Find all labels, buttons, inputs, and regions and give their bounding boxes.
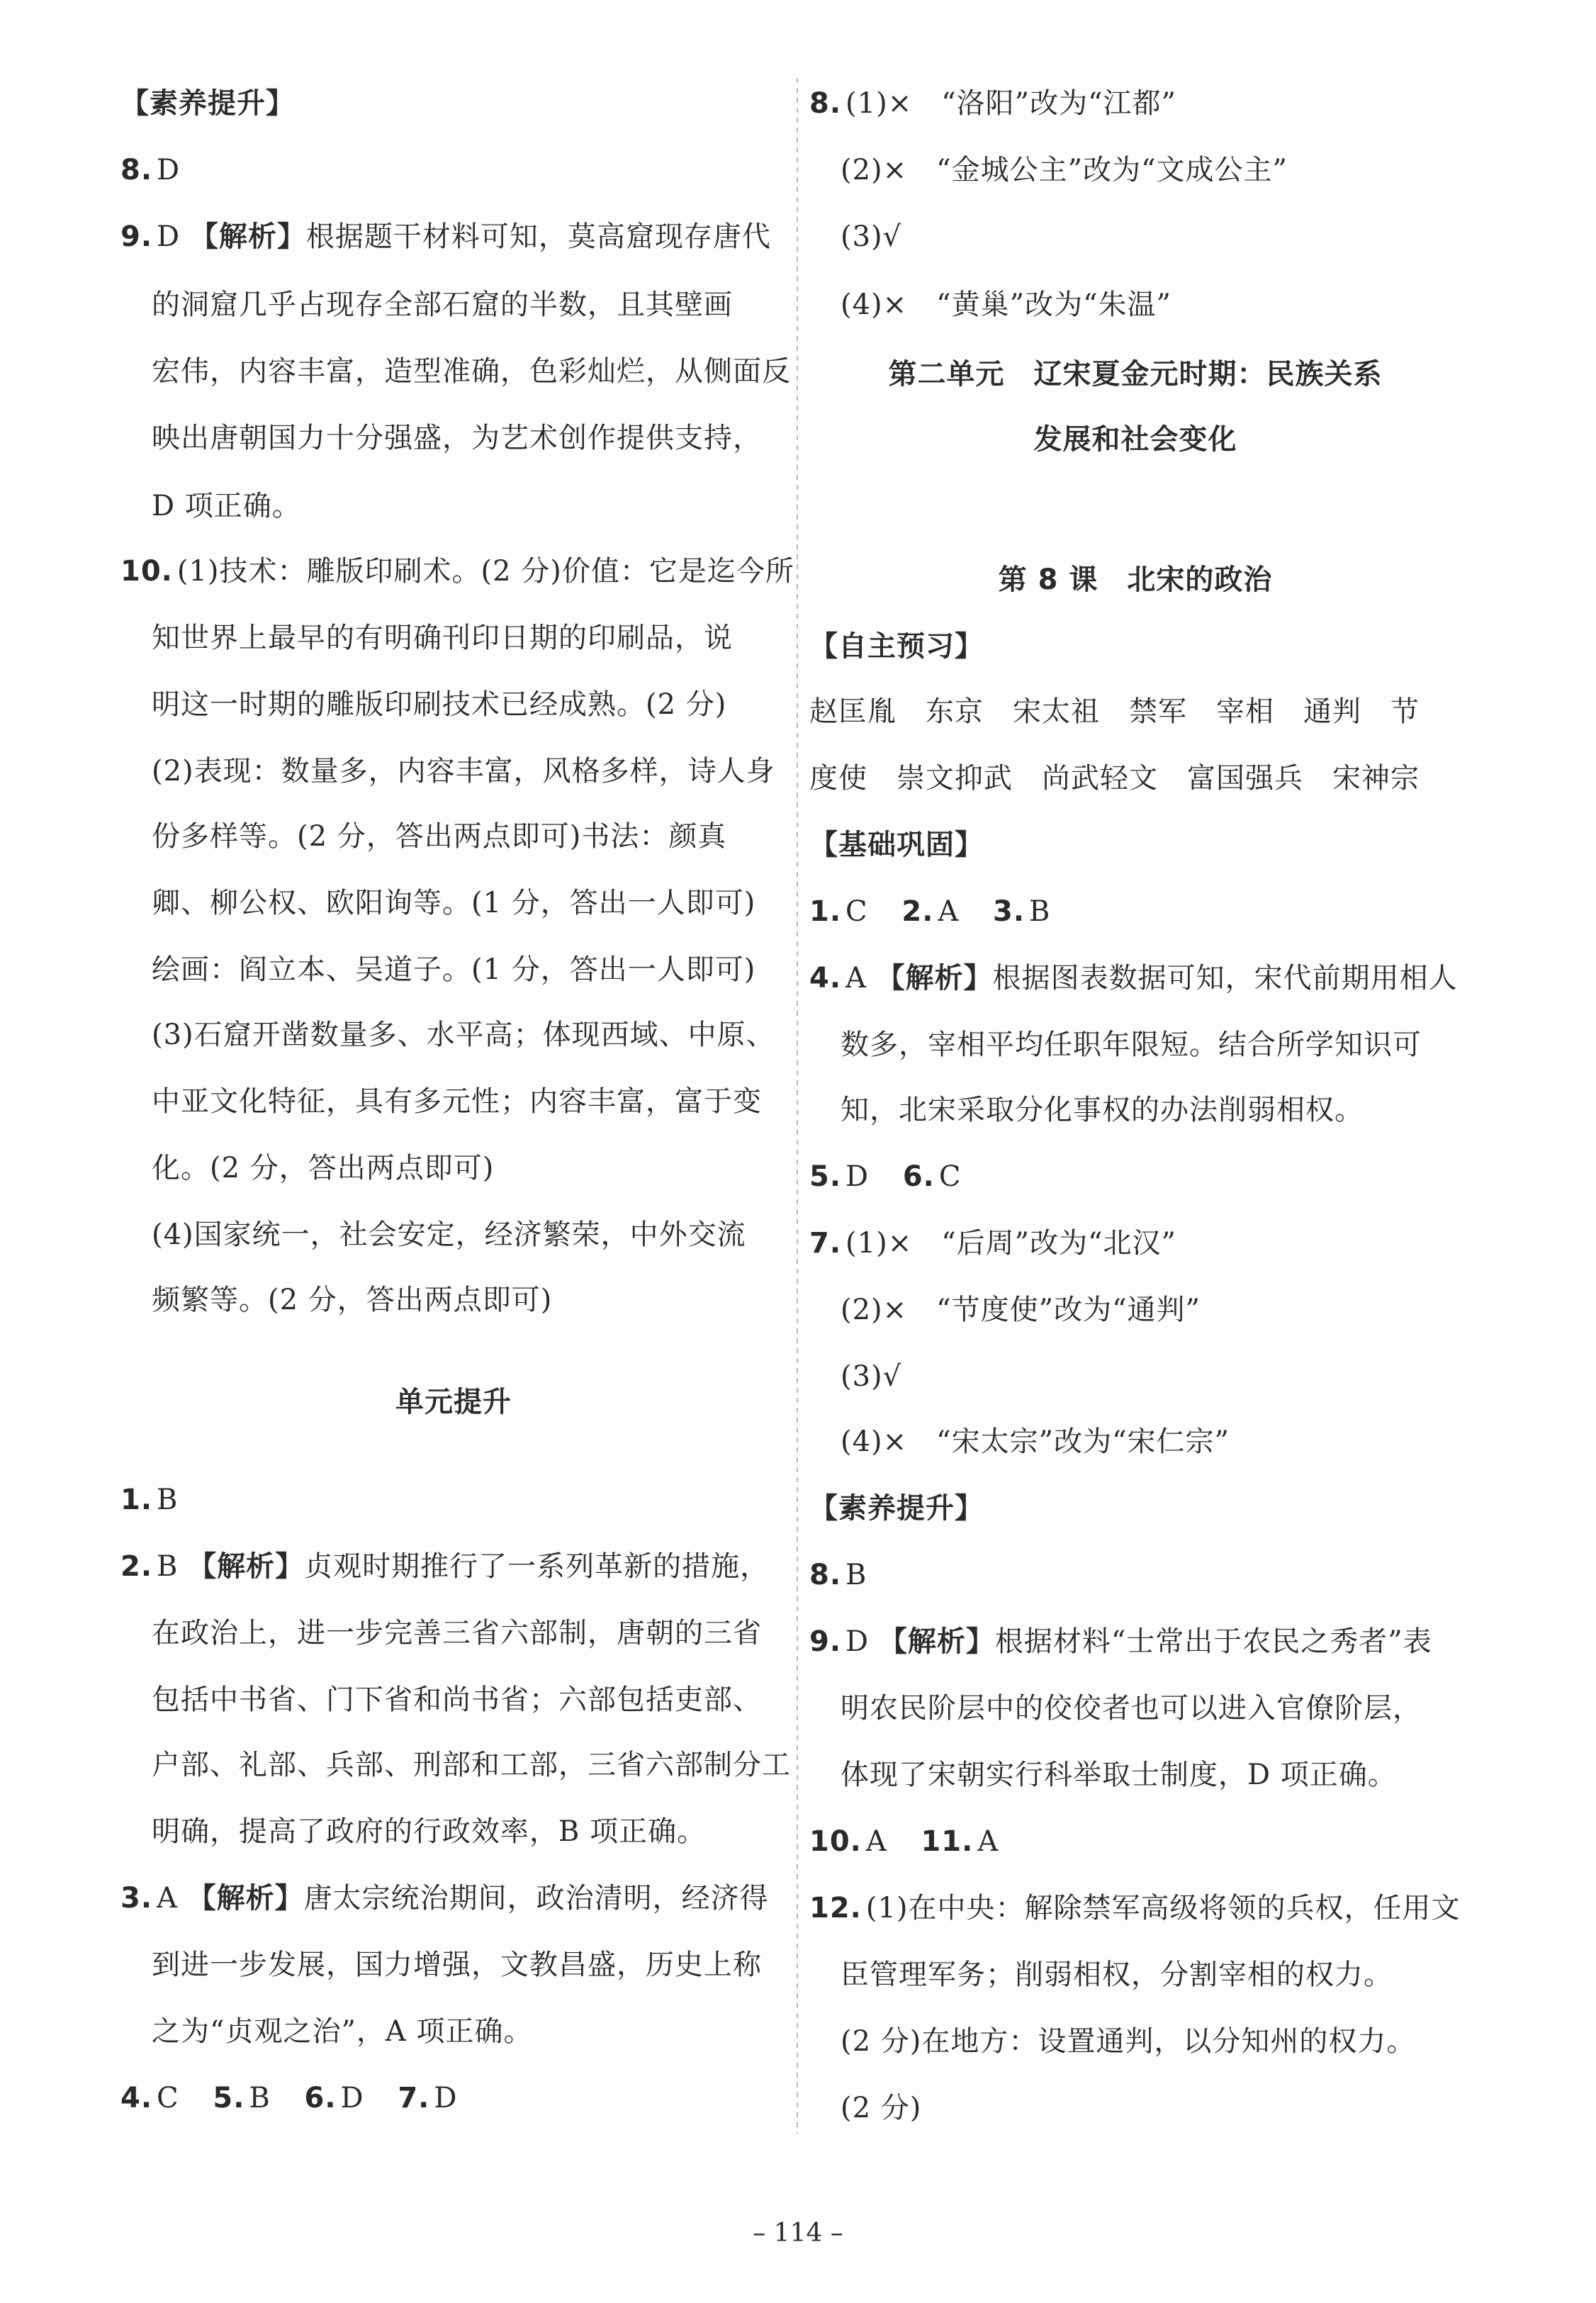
- answer-9-line: 的洞窟几乎占现存全部石窟的半数，且其壁画: [152, 288, 733, 321]
- answer-10-line: 绘画：阎立本、吴道子。(1 分，答出一人即可): [152, 953, 756, 986]
- improve-answer-12-line: (2 分): [841, 2092, 922, 2124]
- unit-answer-3-line: 到进一步发展，国力增强，文教昌盛，历史上称: [152, 1949, 762, 1981]
- improve-answer-12-line: 臣管理军务；削弱相权，分割宰相的权力。: [841, 1959, 1393, 1991]
- basic-answer-4-line: 知，北宋采取分化事权的办法削弱相权。: [841, 1094, 1364, 1126]
- answer-9-line: D 项正确。: [152, 490, 301, 522]
- unit-answer-2-line: 户部、礼部、兵部、刑部和工部，三省六部制分工: [152, 1749, 791, 1781]
- answer-10-line: (3)石窟开凿数量多、水平高；体现西域、中原、: [152, 1019, 775, 1051]
- answer-10-line: 化。(2 分，答出两点即可): [152, 1152, 495, 1184]
- basic-answers-1-3: 1. C 2. A 3. B: [809, 895, 1051, 928]
- unit-review-title: 单元提升: [395, 1386, 512, 1418]
- answer-9: 9. D 【解析】根据题干材料可知，莫高窟现存唐代: [120, 220, 771, 253]
- improve-answer-12: 12. (1)在中央：解除禁军高级将领的兵权，任用文: [809, 1892, 1461, 1924]
- basic-answer-7-line: (2)× “节度使”改为“通判”: [841, 1294, 1201, 1326]
- unit-answer-2-line: 包括中书省、门下省和尚书省；六部包括吏部、: [152, 1683, 762, 1716]
- preview-terms: 度使 崇文抑武 尚武轻文 富国强兵 宋神宗: [809, 762, 1420, 795]
- section-preview: 【自主预习】: [809, 630, 984, 663]
- answer-9-line: 宏伟，内容丰富，造型准确，色彩灿烂，从侧面反: [152, 355, 791, 388]
- section-heading: 【素养提升】: [120, 87, 295, 120]
- improve-answer-12-line: (2 分)在地方：设置通判，以分知州的权力。: [841, 2025, 1416, 2058]
- answer-8: 8. D: [120, 154, 181, 186]
- preview-terms: 赵匡胤 东京 宋太祖 禁军 宰相 通判 节: [809, 695, 1420, 728]
- basic-answer-7-line: (4)× “宋太宗”改为“宋仁宗”: [841, 1425, 1230, 1458]
- basic-answers-5-6: 5. D 6. C: [809, 1160, 962, 1193]
- answer-9-line: 映出唐朝国力十分强盛，为艺术创作提供支持，: [152, 422, 762, 454]
- answer-8-line: (4)× “黄巢”改为“朱温”: [841, 288, 1171, 321]
- answer-10-line: 明这一时期的雕版印刷技术已经成熟。(2 分): [152, 688, 727, 721]
- unit-answers-4-7: 4. C 5. B 6. D 7. D: [120, 2082, 458, 2114]
- basic-answer-7: 7. (1)× “后周”改为“北汉”: [809, 1227, 1177, 1260]
- unit-answer-1: 1. B: [120, 1484, 179, 1516]
- section-basic: 【基础巩固】: [809, 829, 984, 861]
- section-improve: 【素养提升】: [809, 1492, 984, 1525]
- unit-2-subtitle: 发展和社会变化: [1033, 423, 1237, 456]
- improve-answer-9-line: 明农民阶层中的佼佼者也可以进入官僚阶层，: [841, 1692, 1422, 1725]
- answer-10-line: 知世界上最早的有明确刊印日期的印刷品，说: [152, 622, 733, 654]
- answer-8-line: (3)√: [841, 220, 902, 253]
- answer-10-line: 中亚文化特征，具有多元性；内容丰富，富于变: [152, 1085, 762, 1118]
- answer-10-line: 卿、柳公权、欧阳询等。(1 分，答出一人即可): [152, 887, 756, 919]
- unit-2-title: 第二单元 辽宋夏金元时期：民族关系: [888, 358, 1383, 391]
- answer-10-line: 份多样等。(2 分，答出两点即可)书法：颜真: [152, 820, 727, 853]
- improve-answer-9-line: 体现了宋朝实行科举取士制度，D 项正确。: [841, 1759, 1397, 1791]
- unit-answer-3: 3. A 【解析】唐太宗统治期间，政治清明，经济得: [120, 1882, 769, 1915]
- improve-answers-10-11: 10. A 11. A: [809, 1825, 999, 1858]
- answer-8-judgement: 8. (1)× “洛阳”改为“江都”: [809, 87, 1177, 120]
- page-number: – 114 –: [753, 2219, 843, 2248]
- answer-10-line: (4)国家统一，社会安定，经济繁荣，中外交流: [152, 1218, 746, 1251]
- unit-answer-2-line: 明确，提高了政府的行政效率，B 项正确。: [152, 1815, 707, 1848]
- answer-10: 10. (1)技术：雕版印刷术。(2 分)价值：它是迄今所: [120, 555, 794, 588]
- improve-answer-8: 8. B: [809, 1559, 867, 1591]
- basic-answer-7-line: (3)√: [841, 1360, 902, 1393]
- lesson-title: 第 8 课 北宋的政治: [998, 564, 1273, 596]
- unit-answer-2-line: 在政治上，进一步完善三省六部制，唐朝的三省: [152, 1617, 762, 1649]
- unit-answer-3-line: 之为“贞观之治”，A 项正确。: [152, 2015, 533, 2048]
- basic-answer-4: 4. A 【解析】根据图表数据可知，宋代前期用相人: [809, 962, 1458, 994]
- unit-answer-2: 2. B 【解析】贞观时期推行了一系列革新的措施，: [120, 1550, 770, 1583]
- answer-10-line: 频繁等。(2 分，答出两点即可): [152, 1284, 553, 1316]
- basic-answer-4-line: 数多，宰相平均任职年限短。结合所学知识可: [841, 1029, 1422, 1061]
- answer-10-line: (2)表现：数量多，内容丰富，风格多样，诗人身: [152, 755, 775, 788]
- improve-answer-9: 9. D 【解析】根据材料“士常出于农民之秀者”表: [809, 1625, 1432, 1658]
- answer-8-line: (2)× “金城公主”改为“文成公主”: [841, 154, 1288, 186]
